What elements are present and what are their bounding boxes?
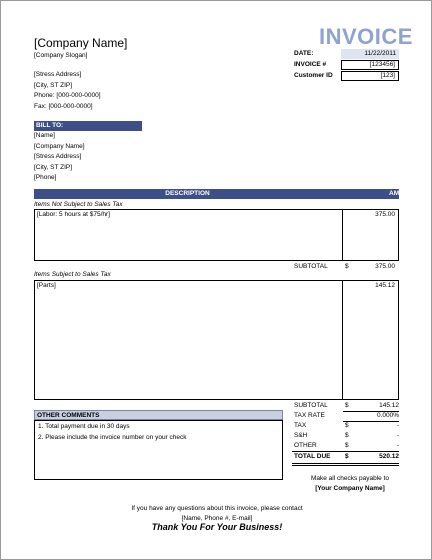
total-due-double-line <box>292 465 399 466</box>
subtotal-dollar: $ <box>345 402 349 409</box>
tax-item-description[interactable]: [Parts] <box>37 282 56 289</box>
bill-to-block <box>34 131 85 184</box>
company-slogan: [Company Slogan] <box>34 52 88 59</box>
contact-line: [Name, Phone #, E-mail] <box>181 515 253 522</box>
comments-box[interactable] <box>34 420 283 480</box>
address-phone: Phone: [000-000-0000] <box>34 92 101 99</box>
customer-id-field[interactable]: [123] <box>341 71 399 81</box>
tax-section-label: Items Subject to Sales Tax <box>34 271 111 278</box>
invoice-title: INVOICE <box>319 24 413 49</box>
tax-rate-label: TAX RATE <box>294 412 325 419</box>
payable-line: Make all checks payable to <box>310 475 390 482</box>
sh-value[interactable]: - <box>396 432 399 439</box>
nontax-item-description[interactable]: [Labor: 5 hours at $75/hr] <box>37 211 110 218</box>
tax-items-box <box>34 280 399 400</box>
bill-to-city[interactable]: [City, ST ZIP] <box>34 163 73 171</box>
bill-to-name[interactable]: [Name] <box>34 132 55 139</box>
other-value[interactable]: - <box>396 442 399 449</box>
total-due-value: 520.12 <box>379 453 399 460</box>
total-due-dollar: $ <box>345 453 349 460</box>
tax-value: - <box>396 422 399 429</box>
invoice-number-field[interactable]: [123456] <box>341 60 399 70</box>
other-label: OTHER <box>294 442 317 449</box>
invoice-meta-labels <box>294 49 333 82</box>
other-dollar: $ <box>345 442 349 449</box>
address-fax: Fax: [000-000-0000] <box>34 102 93 110</box>
customer-id-label: Customer ID <box>294 72 333 79</box>
invoice-number-label: INVOICE # <box>294 61 327 68</box>
company-name: [Company Name] <box>34 36 128 50</box>
tax-rate-value[interactable]: 0.000% <box>376 412 399 419</box>
payable-name: [Your Company Name] <box>315 485 385 492</box>
subtotal-value: 145.12 <box>379 402 399 409</box>
sh-label: S&H <box>294 432 308 439</box>
bill-to-street[interactable]: [Stress Address] <box>34 153 82 160</box>
thank-you-line: Thank You For Your Business! <box>151 522 283 532</box>
total-due-bottom-line <box>292 463 399 464</box>
comment-line-2: 2. Please include the invoice number on your check <box>38 433 187 441</box>
total-due-label: TOTAL DUE <box>294 453 331 460</box>
comment-line-1: 1. Total payment due in 30 days <box>38 423 130 430</box>
nontax-subtotal-dollar: $ <box>345 263 349 270</box>
bill-to-header: BILL TO: <box>34 121 142 131</box>
comments-header: OTHER COMMENTS <box>34 410 283 420</box>
description-header: DESCRIPTION <box>165 190 210 197</box>
bill-to-phone[interactable]: [Phone] <box>34 174 57 181</box>
tax-column-divider <box>342 280 343 400</box>
nontax-section-label: Items Not Subject to Sales Tax <box>34 201 123 208</box>
date-field[interactable]: 11/22/2011 <box>341 49 399 59</box>
sh-dollar: $ <box>345 432 349 439</box>
nontax-subtotal-value: 375.00 <box>375 263 395 270</box>
tax-label: TAX <box>294 422 307 429</box>
date-label: DATE: <box>294 50 314 57</box>
questions-line: If you have any questions about this invoice, please contact <box>131 505 303 512</box>
tax-item-amount[interactable]: 145.12 <box>375 282 395 289</box>
subtotal-label: SUBTOTAL <box>294 402 328 409</box>
bill-to-company[interactable]: [Company Name] <box>34 142 85 150</box>
amount-header: AMOUNT <box>389 190 418 197</box>
nontax-item-amount[interactable]: 375.00 <box>375 211 395 218</box>
tax-dollar: $ <box>345 422 349 429</box>
address-street: [Stress Address] <box>34 71 82 78</box>
nontax-subtotal-label: SUBTOTAL <box>294 263 328 270</box>
items-table-header <box>34 189 418 199</box>
company-address <box>34 70 101 112</box>
address-city: [City, ST ZIP] <box>34 81 73 89</box>
nontax-column-divider <box>342 209 343 261</box>
